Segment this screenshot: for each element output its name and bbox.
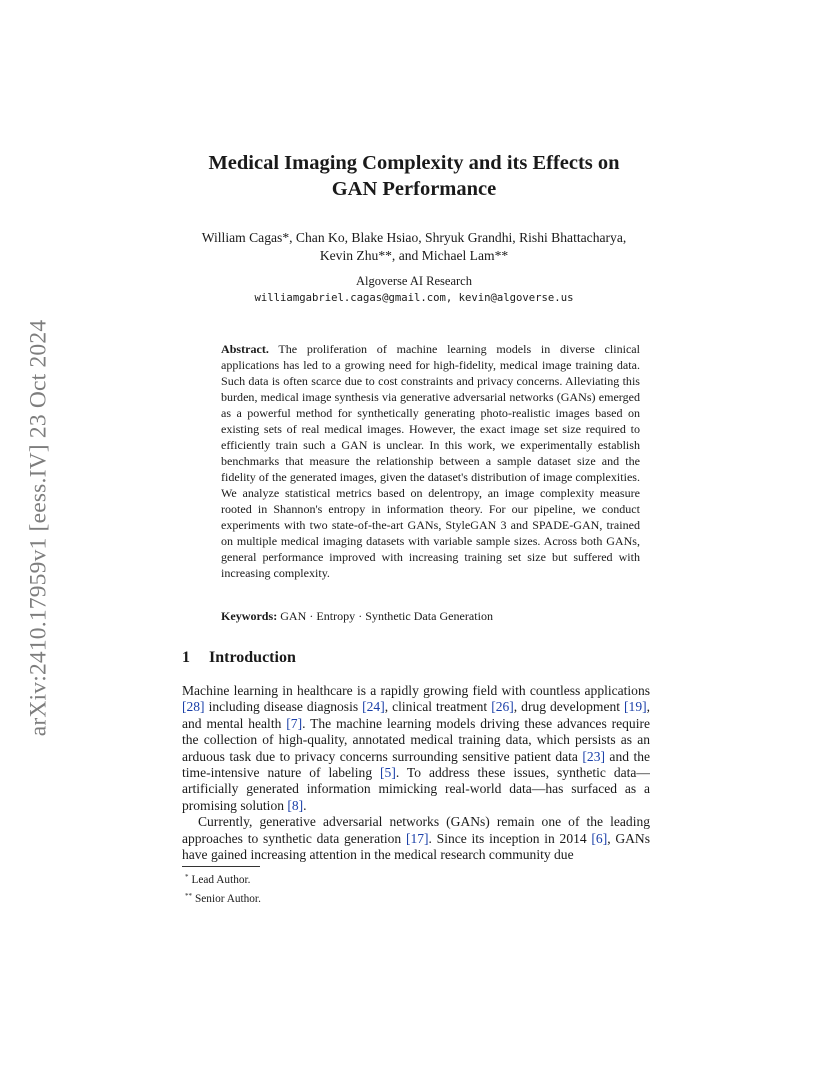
paragraph-1: [182, 683, 650, 814]
citation-link[interactable]: [23]: [582, 748, 605, 764]
footnotes: [182, 870, 650, 907]
intro-body: [182, 683, 650, 863]
footnote-rule: [182, 866, 260, 867]
citation-link[interactable]: [8]: [287, 797, 304, 813]
citation-link[interactable]: [24]: [362, 699, 385, 715]
abstract-text: The proliferation of machine learning models in diverse clinical applications has led to a growing need for high-fidelity, medical image training data. Such data is often scarce due to cost constraints and privacy concerns. Alleviating this burden, medical image synthesis via generative adversarial networks (GANs) emerged as a powerful method for synthetically generating photo-realistic images based on existing sets of real medical images. However, the exact image set size required to efficiently train such a GAN is unclear. In this work, we experimentally establish benchmarks that measure the relationship between a sample dataset size and the fidelity of the generated images, given the dataset's distribution of image complexities. We analyze statistical metrics based on delentropy, an image complexity measure rooted in Shannon's entropy in information theory. For our pipeline, we conduct experiments with two state-of-the-art GANs, StyleGAN 3 and SPADE-GAN, trained on multiple medical imaging datasets with variable sample sizes. Across both GANs, general performance improved with increasing training set size but suffered with increasing complexity.: [221, 342, 640, 580]
title-line-2: GAN Performance: [331, 178, 497, 200]
text-run: including disease diagnosis: [204, 699, 363, 715]
keywords: [221, 608, 640, 624]
text-run: , clinical treatment: [384, 699, 492, 715]
footnote-lead-author: [182, 870, 650, 889]
citation-link[interactable]: [28]: [182, 699, 205, 715]
keywords-text: GAN · Entropy · Synthetic Data Generation: [280, 609, 494, 623]
paragraph-2: [182, 814, 650, 863]
abstract-label: Abstract.: [221, 342, 269, 356]
text-run: . Since its inception in 2014: [428, 830, 592, 846]
footnote-senior-author: [182, 889, 650, 908]
citation-link[interactable]: [26]: [491, 699, 514, 715]
section-title: Introduction: [209, 649, 296, 666]
text-run: , GANs have gained increasing attention in the medical research community due: [182, 830, 650, 863]
author-list: [150, 229, 678, 265]
arxiv-sidebar-stamp: [17, 288, 61, 768]
arxiv-identifier: arXiv:2410.17959v1 [eess.IV] 23 Oct 2024: [25, 319, 52, 737]
authors-line-1: William Cagas*, Chan Ko, Blake Hsiao, Shryuk Grandhi, Rishi Bhattacharya,: [201, 230, 627, 245]
citation-link[interactable]: [17]: [405, 830, 429, 846]
authors-line-2: Kevin Zhu**, and Michael Lam**: [319, 248, 509, 263]
text-run: . The machine learning models driving these advances require the collection of high-quality, annotated medical training data, which persists as an arduous task due to privacy concerns surrounding sensitive patient data: [182, 715, 650, 764]
title-line-1: Medical Imaging Complexity and its Effects on: [208, 152, 620, 174]
footnote-mark: *: [185, 873, 189, 881]
abstract: [221, 341, 640, 581]
affiliation: Algoverse AI Research: [356, 274, 472, 288]
paper-title: [150, 150, 678, 202]
text-run: Machine learning in healthcare is a rapidly growing field with countless applications: [182, 683, 650, 698]
section-number: 1: [182, 649, 190, 666]
text-run: , drug development: [513, 699, 625, 715]
text-run: and the time-intensive nature of labeling: [182, 748, 650, 781]
affiliation-block: [150, 273, 678, 306]
footnote-text: Senior Author.: [195, 892, 261, 905]
footnote-text: Lead Author.: [191, 874, 251, 886]
section-heading: [182, 649, 650, 667]
text-run: . To address these issues, synthetic data—artificially generated information mimicking real-world data—has surfaced as a promising solution: [182, 765, 650, 813]
text-run: Currently, generative adversarial networks (GANs) remain one of the leading approaches to synthetic data generation: [182, 814, 650, 846]
citation-link[interactable]: [19]: [624, 699, 647, 715]
text-run: .: [303, 797, 307, 813]
citation-link[interactable]: [7]: [286, 715, 303, 731]
text-run: , and mental health: [182, 699, 650, 731]
author-emails: williamgabriel.cagas@gmail.com, kevin@algoverse.us: [254, 292, 574, 304]
citation-link[interactable]: [6]: [591, 830, 608, 846]
keywords-label: Keywords:: [221, 609, 278, 623]
footnote-mark: **: [185, 891, 192, 900]
citation-link[interactable]: [5]: [380, 765, 396, 781]
